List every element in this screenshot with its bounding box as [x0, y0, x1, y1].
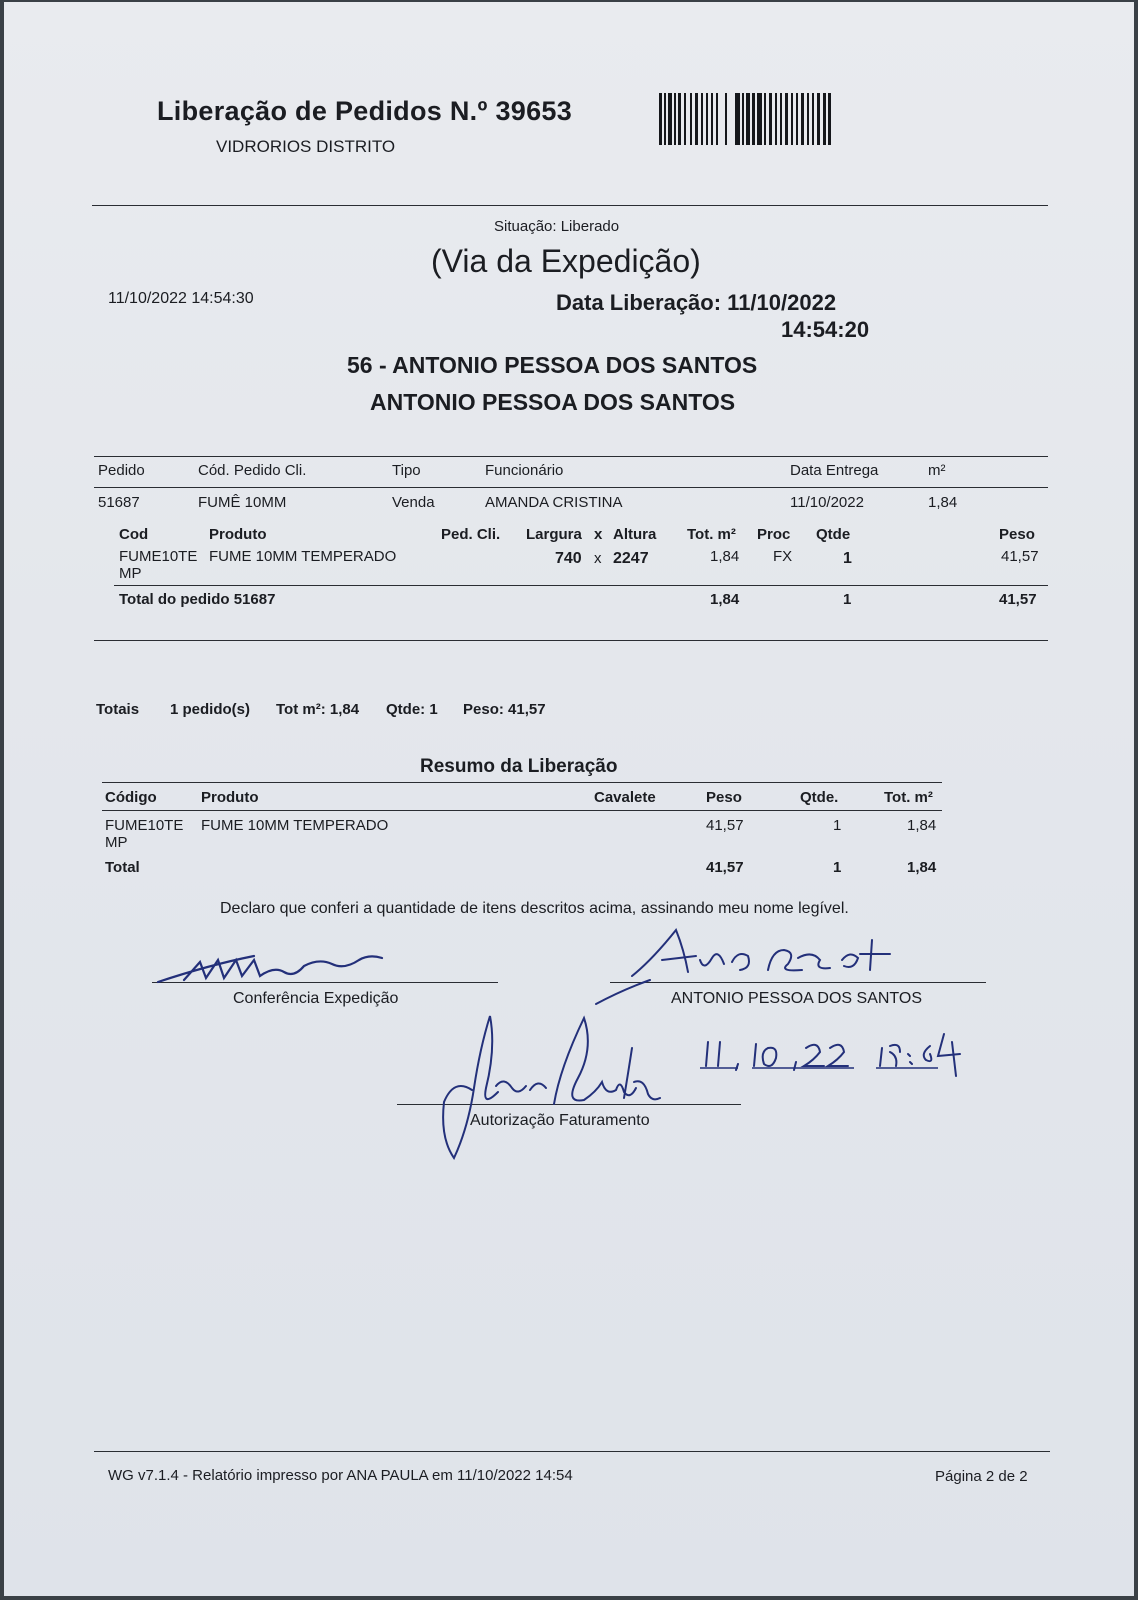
- item-col-produto: Produto: [209, 526, 267, 543]
- order-table-top-rule: [94, 456, 1048, 457]
- item-col-altura: Altura: [613, 526, 657, 543]
- item-proc: FX: [773, 548, 793, 565]
- item-total-rule: [114, 585, 1048, 586]
- client-line-1: 56 - ANTONIO PESSOA DOS SANTOS: [347, 352, 758, 378]
- item-qtde: 1: [843, 550, 852, 567]
- order-m2: 1,84: [928, 494, 958, 511]
- signature-label-client: ANTONIO PESSOA DOS SANTOS: [671, 990, 923, 1007]
- summary-weight: 41,57: [706, 817, 744, 834]
- order-table-bottom-rule: [94, 640, 1048, 641]
- order-header-rule: [94, 487, 1048, 488]
- handwritten-signature-faturamento: [434, 1008, 674, 1168]
- item-col-ped-cli: Ped. Cli.: [441, 526, 501, 543]
- item-code-line-2: MP: [119, 565, 142, 582]
- status-text: Situação: Liberado: [494, 218, 620, 235]
- summary-col-peso: Peso: [706, 789, 742, 806]
- summary-col-codigo: Código: [105, 789, 157, 806]
- summary-col-produto: Produto: [201, 789, 259, 806]
- document-page: [4, 2, 1134, 1596]
- col-data-entrega: Data Entrega: [790, 462, 879, 479]
- item-col-x: x: [594, 526, 603, 543]
- order-number: 51687: [98, 494, 140, 511]
- footer-page-number: Página 2 de 2: [935, 1468, 1028, 1485]
- item-col-qtde: Qtde: [816, 526, 851, 543]
- order-client-code: FUMÊ 10MM: [198, 494, 287, 511]
- item-height: 2247: [613, 550, 649, 567]
- footer-printed-by: WG v7.1.4 - Relatório impresso por ANA PAULA em 11/10/2022 14:54: [108, 1467, 573, 1484]
- barcode: [659, 93, 831, 145]
- handwritten-signature-client: [592, 920, 922, 1010]
- order-delivery-date: 11/10/2022: [790, 494, 864, 511]
- header-divider: [92, 205, 1048, 206]
- printed-timestamp: 11/10/2022 14:54:30: [108, 290, 254, 307]
- totals-m2: Tot m²: 1,84: [276, 701, 360, 718]
- summary-header-rule: [102, 810, 942, 811]
- order-total-m2: 1,84: [710, 591, 740, 608]
- totals-weight: Peso: 41,57: [463, 701, 546, 718]
- summary-top-rule: [102, 782, 942, 783]
- item-col-peso: Peso: [999, 526, 1035, 543]
- col-m2: m²: [928, 462, 946, 479]
- order-total-weight: 41,57: [999, 591, 1037, 608]
- col-cod-pedido-cli: Cód. Pedido Cli.: [198, 462, 307, 479]
- order-type: Venda: [392, 494, 435, 511]
- release-time: 14:54:20: [781, 317, 870, 342]
- item-col-cod: Cod: [119, 526, 149, 543]
- summary-tot-m2: 1,84: [907, 817, 937, 834]
- item-weight: 41,57: [1001, 548, 1039, 565]
- summary-code-line-2: MP: [105, 834, 128, 851]
- company-name: VIDRORIOS DISTRITO: [216, 137, 396, 156]
- totals-orders: 1 pedido(s): [170, 701, 251, 718]
- item-col-largura: Largura: [526, 526, 582, 543]
- release-date: Data Liberação: 11/10/2022: [556, 290, 837, 315]
- summary-total-label: Total: [105, 859, 140, 876]
- client-line-2: ANTONIO PESSOA DOS SANTOS: [370, 389, 736, 415]
- totals-label: Totais: [96, 701, 140, 718]
- declaration-text: Declaro que conferi a quantidade de itens descritos acima, assinando meu nome legível.: [220, 900, 849, 917]
- signature-label-faturamento: Autorização Faturamento: [470, 1112, 650, 1129]
- summary-code-line-1: FUME10TE: [105, 817, 184, 834]
- summary-col-cavalete: Cavalete: [594, 789, 656, 806]
- summary-total-weight: 41,57: [706, 859, 744, 876]
- summary-col-tot-m2: Tot. m²: [884, 789, 933, 806]
- col-funcionario: Funcionário: [485, 462, 564, 479]
- order-employee: AMANDA CRISTINA: [485, 494, 623, 511]
- footer-rule: [94, 1451, 1050, 1452]
- page-title: Liberação de Pedidos N.º 39653: [157, 96, 573, 126]
- item-product: FUME 10MM TEMPERADO: [209, 548, 397, 565]
- order-total-label: Total do pedido 51687: [119, 591, 276, 608]
- col-pedido: Pedido: [98, 462, 145, 479]
- summary-total-m2: 1,84: [907, 859, 937, 876]
- summary-col-qtde: Qtde.: [800, 789, 839, 806]
- handwritten-signature-expedicao: [154, 948, 394, 988]
- item-col-tot-m2: Tot. m²: [687, 526, 736, 543]
- handwritten-date: [694, 1020, 984, 1080]
- item-tot-m2: 1,84: [710, 548, 740, 565]
- summary-total-qtde: 1: [833, 859, 842, 876]
- signature-label-expedicao: Conferência Expedição: [233, 990, 399, 1007]
- summary-product: FUME 10MM TEMPERADO: [201, 817, 389, 834]
- summary-qtde: 1: [833, 817, 842, 834]
- summary-title: Resumo da Liberação: [420, 756, 618, 777]
- item-code-line-1: FUME10TE: [119, 548, 198, 565]
- col-tipo: Tipo: [392, 462, 421, 479]
- item-col-proc: Proc: [757, 526, 791, 543]
- via-title: (Via da Expedição): [431, 243, 701, 279]
- item-x: x: [594, 550, 602, 567]
- item-width: 740: [555, 550, 582, 567]
- totals-qtde: Qtde: 1: [386, 701, 438, 718]
- order-total-qtde: 1: [843, 591, 852, 608]
